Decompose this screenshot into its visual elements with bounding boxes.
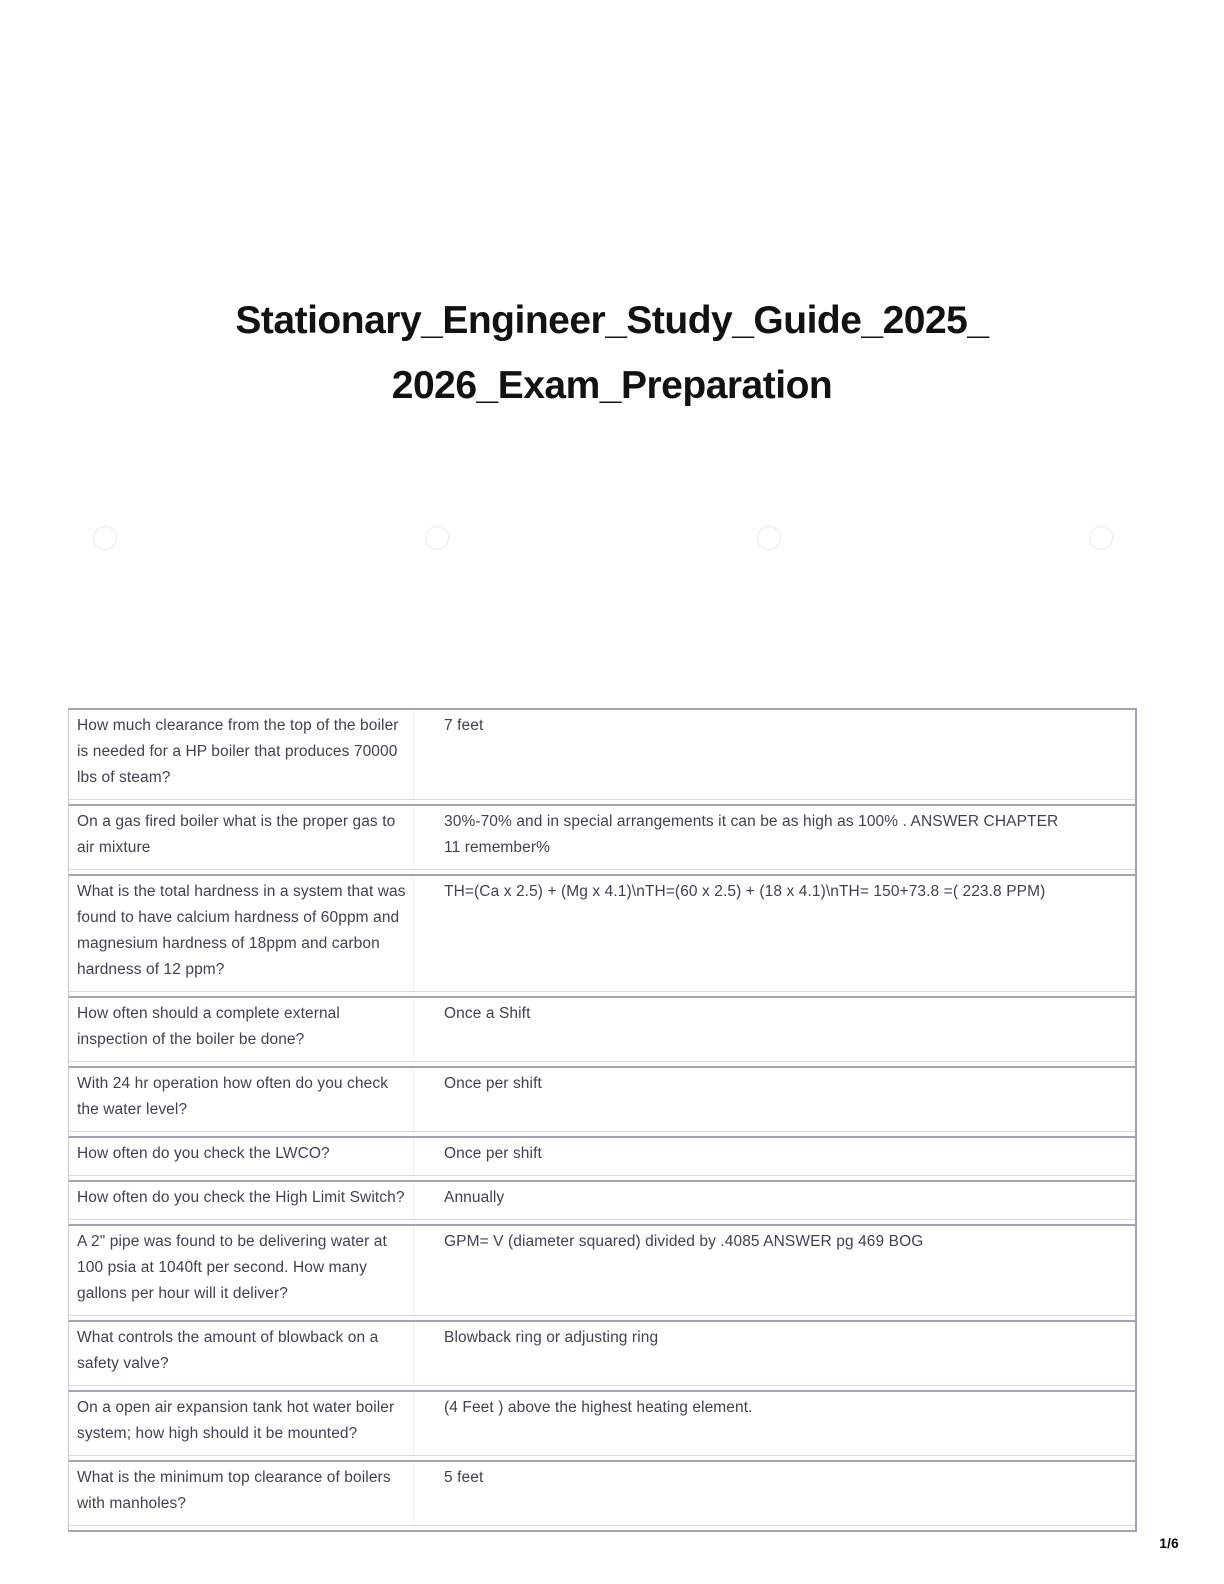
question-cell: What is the total hardness in a system that was found to have calcium hardness of 60ppm and magnesium hardness of 18ppm and carbon hardness of 12 ppm? bbox=[69, 876, 414, 991]
question-cell: A 2" pipe was found to be delivering water at 100 psia at 1040ft per second. How many gallons per hour will it deliver? bbox=[69, 1226, 414, 1315]
question-cell: How often do you check the LWCO? bbox=[69, 1138, 414, 1175]
table-row bbox=[69, 996, 1135, 1062]
answer-cell bbox=[414, 1182, 1135, 1219]
answer-cell bbox=[414, 1068, 1135, 1131]
answer-cell bbox=[414, 1462, 1135, 1525]
table-row bbox=[69, 1460, 1135, 1526]
answer-text: Annually bbox=[444, 1189, 505, 1206]
table-row bbox=[69, 1224, 1135, 1316]
answer-cell bbox=[414, 1392, 1135, 1455]
answer-text: 30%-70% and in special arrangements it can be as high as 100% . ANSWER CHAPTER 11 remember% bbox=[444, 813, 1059, 856]
answer-cell bbox=[414, 876, 1135, 991]
table-row bbox=[69, 1066, 1135, 1132]
answer-cell bbox=[414, 998, 1135, 1061]
placeholder-circle-row bbox=[0, 526, 1224, 550]
answer-cell bbox=[414, 1322, 1135, 1385]
document-title-line-1: Stationary_Engineer_Study_Guide_2025_ bbox=[235, 299, 989, 342]
answer-text: TH=(Ca x 2.5) + (Mg x 4.1)\nTH=(60 x 2.5) + (18 x 4.1)\nTH= 150+73.8 =( 223.8 PPM) bbox=[444, 883, 1046, 900]
table-row bbox=[69, 804, 1135, 870]
answer-cell bbox=[414, 806, 1135, 869]
table-row bbox=[69, 1180, 1135, 1220]
page-number: 1/6 bbox=[1159, 1536, 1179, 1551]
answer-text: Blowback ring or adjusting ring bbox=[444, 1329, 659, 1346]
question-cell: How often should a complete external inspection of the boiler be done? bbox=[69, 998, 414, 1061]
answer-text: Once a Shift bbox=[444, 1005, 531, 1022]
answer-text: 5 feet bbox=[444, 1469, 484, 1486]
document-title-line-2: 2026_Exam_Preparation bbox=[391, 364, 833, 407]
question-cell: How much clearance from the top of the boiler is needed for a HP boiler that produces 70000 lbs of steam? bbox=[69, 710, 414, 799]
table-row bbox=[69, 1136, 1135, 1176]
table-row bbox=[69, 1390, 1135, 1456]
table-row bbox=[69, 874, 1135, 992]
placeholder-circle-icon bbox=[93, 526, 117, 550]
answer-cell bbox=[414, 1138, 1135, 1175]
answer-text: 7 feet bbox=[444, 717, 484, 734]
answer-text: GPM= V (diameter squared) divided by .4085 ANSWER pg 469 BOG bbox=[444, 1233, 924, 1250]
document-title bbox=[0, 288, 1224, 418]
table-row bbox=[69, 708, 1135, 800]
answer-cell bbox=[414, 1226, 1135, 1315]
table-row bbox=[69, 1320, 1135, 1386]
answer-text: (4 Feet ) above the highest heating element. bbox=[444, 1399, 753, 1416]
question-cell: How often do you check the High Limit Switch? bbox=[69, 1182, 414, 1219]
answer-text: Once per shift bbox=[444, 1145, 542, 1162]
placeholder-circle-icon bbox=[757, 526, 781, 550]
answer-cell bbox=[414, 710, 1135, 799]
question-cell: What is the minimum top clearance of boilers with manholes? bbox=[69, 1462, 414, 1525]
question-answer-table bbox=[68, 708, 1137, 1532]
placeholder-circle-icon bbox=[425, 526, 449, 550]
question-cell: On a gas fired boiler what is the proper gas to air mixture bbox=[69, 806, 414, 869]
placeholder-circle-icon bbox=[1089, 526, 1113, 550]
question-cell: With 24 hr operation how often do you check the water level? bbox=[69, 1068, 414, 1131]
question-cell: What controls the amount of blowback on a safety valve? bbox=[69, 1322, 414, 1385]
answer-text: Once per shift bbox=[444, 1075, 542, 1092]
question-cell: On a open air expansion tank hot water boiler system; how high should it be mounted? bbox=[69, 1392, 414, 1455]
